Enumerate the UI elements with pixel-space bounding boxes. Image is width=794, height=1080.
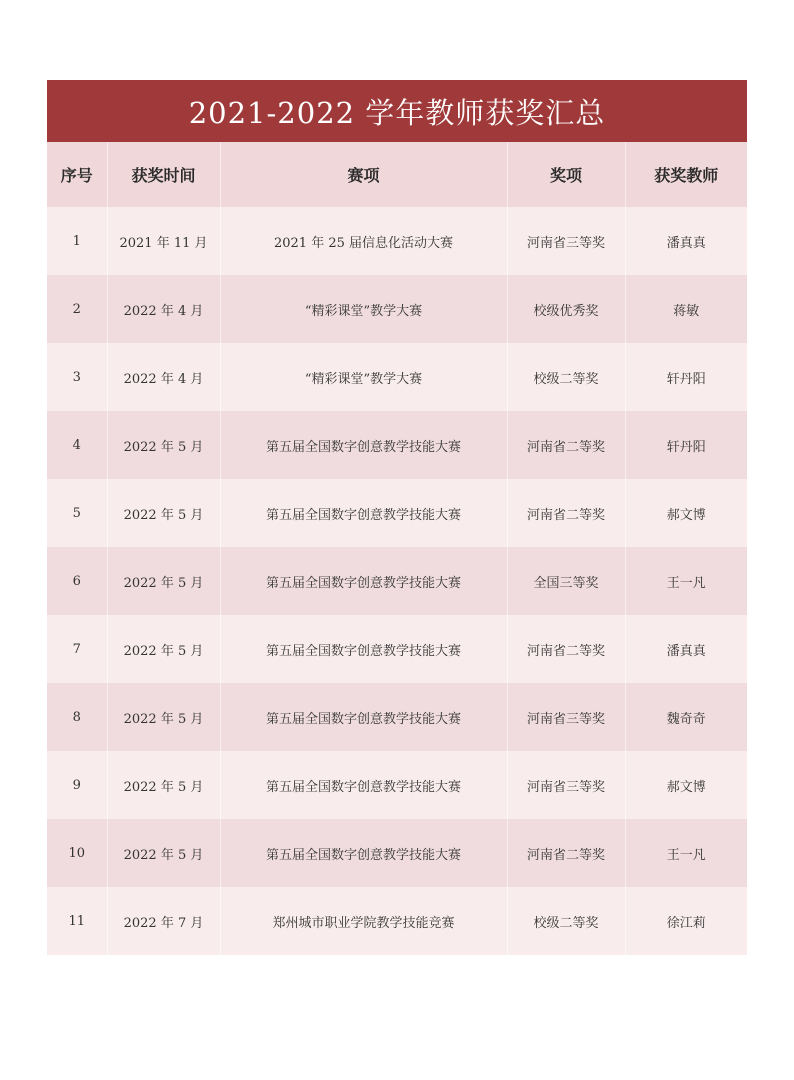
cell-time: 2022 年 5 月 [107, 547, 220, 615]
cell-index: 11 [47, 887, 107, 955]
table-row [47, 479, 747, 547]
cell-award: 校级二等奖 [507, 343, 625, 411]
table-body [47, 207, 747, 955]
cell-teacher: 轩丹阳 [625, 411, 747, 479]
table-row [47, 411, 747, 479]
header-time: 获奖时间 [107, 142, 220, 207]
awards-sheet [47, 80, 747, 955]
cell-index: 9 [47, 751, 107, 819]
cell-time: 2022 年 5 月 [107, 751, 220, 819]
cell-teacher: 魏奇奇 [625, 683, 747, 751]
cell-award: 河南省三等奖 [507, 751, 625, 819]
cell-teacher: 王一凡 [625, 547, 747, 615]
cell-event: “精彩课堂”教学大赛 [220, 275, 507, 343]
cell-event: 郑州城市职业学院教学技能竞赛 [220, 887, 507, 955]
cell-index: 1 [47, 207, 107, 275]
cell-teacher: 潘真真 [625, 615, 747, 683]
table-header-row [47, 142, 747, 207]
cell-event: 第五届全国数字创意教学技能大赛 [220, 615, 507, 683]
table-row [47, 819, 747, 887]
page-title: 2021-2022 学年教师获奖汇总 [47, 80, 747, 142]
table-row [47, 207, 747, 275]
cell-teacher: 王一凡 [625, 819, 747, 887]
table-row [47, 751, 747, 819]
cell-event: 第五届全国数字创意教学技能大赛 [220, 819, 507, 887]
cell-time: 2022 年 5 月 [107, 479, 220, 547]
cell-award: 河南省二等奖 [507, 819, 625, 887]
table-row [47, 615, 747, 683]
cell-event: 2021 年 25 届信息化活动大赛 [220, 207, 507, 275]
cell-time: 2022 年 5 月 [107, 615, 220, 683]
cell-index: 10 [47, 819, 107, 887]
cell-award: 校级二等奖 [507, 887, 625, 955]
cell-event: 第五届全国数字创意教学技能大赛 [220, 479, 507, 547]
cell-event: “精彩课堂”教学大赛 [220, 343, 507, 411]
cell-award: 校级优秀奖 [507, 275, 625, 343]
cell-teacher: 郝文博 [625, 479, 747, 547]
table-row [47, 275, 747, 343]
cell-award: 河南省三等奖 [507, 683, 625, 751]
table-row [47, 343, 747, 411]
cell-time: 2022 年 4 月 [107, 275, 220, 343]
cell-award: 河南省二等奖 [507, 411, 625, 479]
awards-table [47, 142, 747, 955]
cell-index: 3 [47, 343, 107, 411]
table-row [47, 547, 747, 615]
cell-event: 第五届全国数字创意教学技能大赛 [220, 411, 507, 479]
cell-index: 6 [47, 547, 107, 615]
header-index: 序号 [47, 142, 107, 207]
cell-time: 2022 年 5 月 [107, 683, 220, 751]
cell-event: 第五届全国数字创意教学技能大赛 [220, 547, 507, 615]
header-event: 赛项 [220, 142, 507, 207]
cell-index: 8 [47, 683, 107, 751]
cell-event: 第五届全国数字创意教学技能大赛 [220, 683, 507, 751]
cell-index: 7 [47, 615, 107, 683]
cell-teacher: 徐江莉 [625, 887, 747, 955]
cell-teacher: 轩丹阳 [625, 343, 747, 411]
cell-event: 第五届全国数字创意教学技能大赛 [220, 751, 507, 819]
cell-award: 河南省三等奖 [507, 207, 625, 275]
cell-index: 4 [47, 411, 107, 479]
cell-award: 河南省二等奖 [507, 479, 625, 547]
cell-award: 河南省二等奖 [507, 615, 625, 683]
cell-award: 全国三等奖 [507, 547, 625, 615]
cell-time: 2021 年 11 月 [107, 207, 220, 275]
cell-teacher: 潘真真 [625, 207, 747, 275]
header-award: 奖项 [507, 142, 625, 207]
cell-teacher: 郝文博 [625, 751, 747, 819]
cell-index: 2 [47, 275, 107, 343]
table-row [47, 683, 747, 751]
cell-time: 2022 年 5 月 [107, 819, 220, 887]
cell-time: 2022 年 7 月 [107, 887, 220, 955]
header-teacher: 获奖教师 [625, 142, 747, 207]
cell-time: 2022 年 5 月 [107, 411, 220, 479]
cell-teacher: 蒋敏 [625, 275, 747, 343]
cell-index: 5 [47, 479, 107, 547]
cell-time: 2022 年 4 月 [107, 343, 220, 411]
table-row [47, 887, 747, 955]
